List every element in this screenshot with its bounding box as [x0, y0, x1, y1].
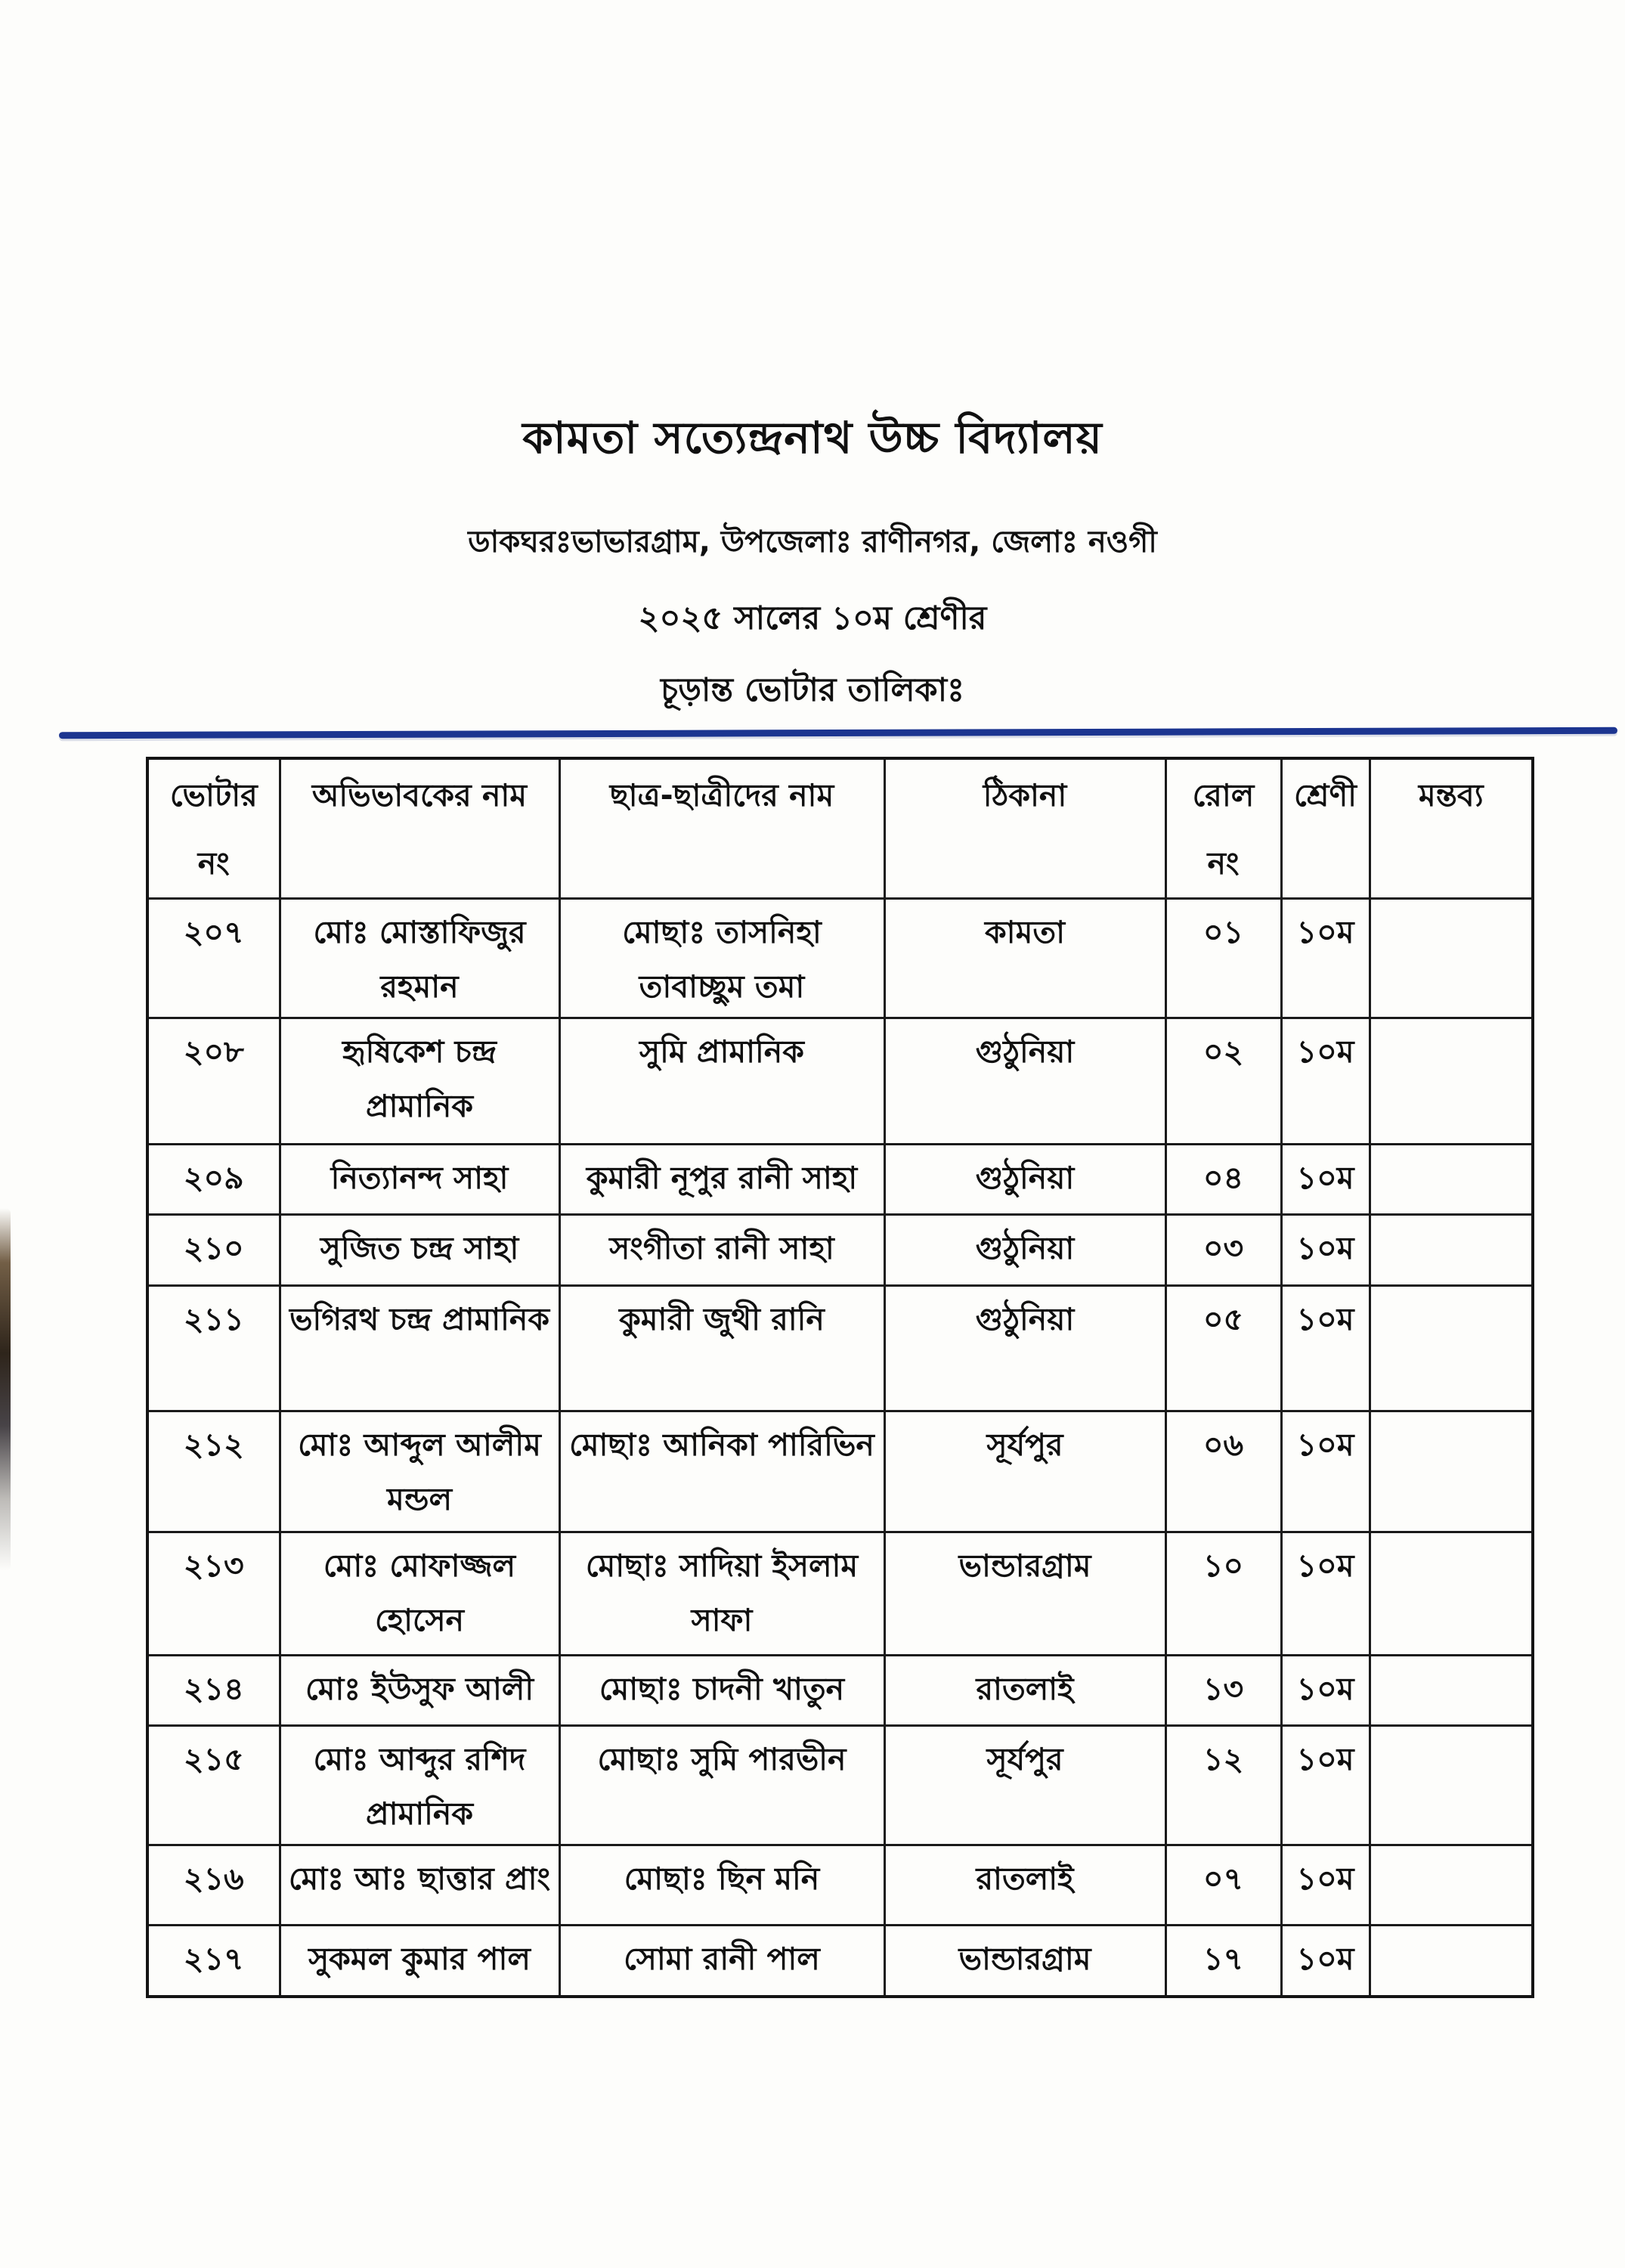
cell-address: গুঠুনিয়া — [884, 1018, 1165, 1145]
cell-address: সূর্যপুর — [884, 1411, 1165, 1532]
cell-class: ১০ম — [1281, 1018, 1370, 1145]
cell-address: কামতা — [884, 899, 1165, 1018]
cell-guardian-name: মোঃ আব্দুল আলীম মন্ডল — [280, 1411, 559, 1532]
cell-class: ১০ম — [1281, 1926, 1370, 1997]
cell-student-name: মোছাঃ সাদিয়া ইসলাম সাফা — [559, 1532, 884, 1656]
cell-class: ১০ম — [1281, 1845, 1370, 1926]
cell-address: রাতলাই — [884, 1845, 1165, 1926]
cell-roll-no: ১২ — [1165, 1726, 1281, 1845]
cell-address: সূর্যপুর — [884, 1726, 1165, 1845]
table-row — [147, 1411, 1533, 1532]
cell-roll-no: ১০ — [1165, 1532, 1281, 1656]
cell-guardian-name: মোঃ ইউসুফ আলী — [280, 1656, 559, 1726]
cell-guardian-name: নিত্যানন্দ সাহা — [280, 1145, 559, 1215]
cell-guardian-name: হৃষিকেশ চন্দ্র প্রামানিক — [280, 1018, 559, 1145]
list-title: চূড়ান্ত ভোটার তালিকাঃ — [660, 671, 964, 710]
cell-address: ভান্ডারগ্রাম — [884, 1926, 1165, 1997]
cell-class: ১০ম — [1281, 899, 1370, 1018]
cell-remarks — [1370, 1215, 1533, 1286]
cell-student-name: সুমি প্রামানিক — [559, 1018, 884, 1145]
cell-voter-no: ২১৫ — [147, 1726, 280, 1845]
document-header — [0, 412, 1625, 711]
cell-roll-no: ০৭ — [1165, 1845, 1281, 1926]
cell-guardian-name: মোঃ আব্দুর রশিদ প্রামানিক — [280, 1726, 559, 1845]
cell-address: রাতলাই — [884, 1656, 1165, 1726]
cell-class: ১০ম — [1281, 1215, 1370, 1286]
cell-remarks — [1370, 1286, 1533, 1411]
header-address: ঠিকানা — [884, 758, 1165, 899]
cell-roll-no: ০৪ — [1165, 1145, 1281, 1215]
cell-student-name: সোমা রানী পাল — [559, 1926, 884, 1997]
cell-roll-no: ১৭ — [1165, 1926, 1281, 1997]
cell-voter-no: ২০৮ — [147, 1018, 280, 1145]
table-row — [147, 1215, 1533, 1286]
cell-remarks — [1370, 899, 1533, 1018]
table-row — [147, 1018, 1533, 1145]
cell-roll-no: ০৩ — [1165, 1215, 1281, 1286]
cell-voter-no: ২১৬ — [147, 1845, 280, 1926]
cell-roll-no: ০৬ — [1165, 1411, 1281, 1532]
cell-voter-no: ২১৪ — [147, 1656, 280, 1726]
scan-artifact — [0, 1208, 11, 1571]
cell-class: ১০ম — [1281, 1656, 1370, 1726]
header-remarks: মন্তব্য — [1370, 758, 1533, 899]
table-row — [147, 1926, 1533, 1997]
cell-voter-no: ২১২ — [147, 1411, 280, 1532]
cell-remarks — [1370, 1726, 1533, 1845]
cell-address: গুঠুনিয়া — [884, 1145, 1165, 1215]
header-roll-no: রোল নং — [1165, 758, 1281, 899]
cell-student-name: কুমারী নূপুর রানী সাহা — [559, 1145, 884, 1215]
cell-remarks — [1370, 1845, 1533, 1926]
cell-roll-no: ০১ — [1165, 899, 1281, 1018]
cell-remarks — [1370, 1656, 1533, 1726]
table-row — [147, 1145, 1533, 1215]
cell-voter-no: ২১৩ — [147, 1532, 280, 1656]
table-header-row — [147, 758, 1533, 899]
cell-class: ১০ম — [1281, 1726, 1370, 1845]
cell-guardian-name: মোঃ আঃ ছাত্তার প্রাং — [280, 1845, 559, 1926]
cell-address: ভান্ডারগ্রাম — [884, 1532, 1165, 1656]
table-row — [147, 1532, 1533, 1656]
cell-remarks — [1370, 1018, 1533, 1145]
cell-student-name: মোছাঃ তাসনিহা তাবাচ্ছুম তমা — [559, 899, 884, 1018]
cell-student-name: সংগীতা রানী সাহা — [559, 1215, 884, 1286]
divider-rule — [59, 727, 1617, 739]
cell-class: ১০ম — [1281, 1411, 1370, 1532]
cell-student-name: মোছাঃ ছিন মনি — [559, 1845, 884, 1926]
cell-remarks — [1370, 1145, 1533, 1215]
table-row — [147, 1845, 1533, 1926]
cell-roll-no: ০৫ — [1165, 1286, 1281, 1411]
cell-guardian-name: ভগিরথ চন্দ্র প্রামানিক — [280, 1286, 559, 1411]
cell-class: ১০ম — [1281, 1286, 1370, 1411]
session-line: ২০২৫ সালের ১০ম শ্রেণীর — [638, 599, 987, 637]
header-class: শ্রেণী — [1281, 758, 1370, 899]
cell-voter-no: ২০৯ — [147, 1145, 280, 1215]
cell-remarks — [1370, 1532, 1533, 1656]
table-row — [147, 1726, 1533, 1845]
cell-guardian-name: মোঃ মোফাজ্জল হোসেন — [280, 1532, 559, 1656]
cell-remarks — [1370, 1411, 1533, 1532]
cell-voter-no: ২১৭ — [147, 1926, 280, 1997]
cell-student-name: মোছাঃ চাদনী খাতুন — [559, 1656, 884, 1726]
header-student-name: ছাত্র-ছাত্রীদের নাম — [559, 758, 884, 899]
table-row — [147, 1656, 1533, 1726]
school-name: কামতা সত্যেন্দ্রনাথ উচ্চ বিদ্যালয় — [522, 412, 1103, 463]
cell-roll-no: ১৩ — [1165, 1656, 1281, 1726]
header-guardian-name: অভিভাবকের নাম — [280, 758, 559, 899]
table-row — [147, 899, 1533, 1018]
cell-address: গুঠুনিয়া — [884, 1286, 1165, 1411]
cell-student-name: কুমারী জুথী রানি — [559, 1286, 884, 1411]
cell-guardian-name: সুজিত চন্দ্র সাহা — [280, 1215, 559, 1286]
cell-voter-no: ২১১ — [147, 1286, 280, 1411]
header-voter-no: ভোটার নং — [147, 758, 280, 899]
cell-voter-no: ২১০ — [147, 1215, 280, 1286]
cell-roll-no: ০২ — [1165, 1018, 1281, 1145]
cell-voter-no: ২০৭ — [147, 899, 280, 1018]
cell-class: ১০ম — [1281, 1145, 1370, 1215]
cell-guardian-name: মোঃ মোস্তাফিজুর রহমান — [280, 899, 559, 1018]
cell-student-name: মোছাঃ আনিকা পারিভিন — [559, 1411, 884, 1532]
cell-student-name: মোছাঃ সুমি পারভীন — [559, 1726, 884, 1845]
table-row — [147, 1286, 1533, 1411]
cell-remarks — [1370, 1926, 1533, 1997]
cell-class: ১০ম — [1281, 1532, 1370, 1656]
cell-guardian-name: সুকমল কুমার পাল — [280, 1926, 559, 1997]
school-address-line: ডাকঘরঃভাভারগ্রাম, উপজেলাঃ রাণীনগর, জেলাঃ নওগী — [468, 524, 1157, 559]
cell-address: গুঠুনিয়া — [884, 1215, 1165, 1286]
voter-list-table — [146, 757, 1534, 1998]
